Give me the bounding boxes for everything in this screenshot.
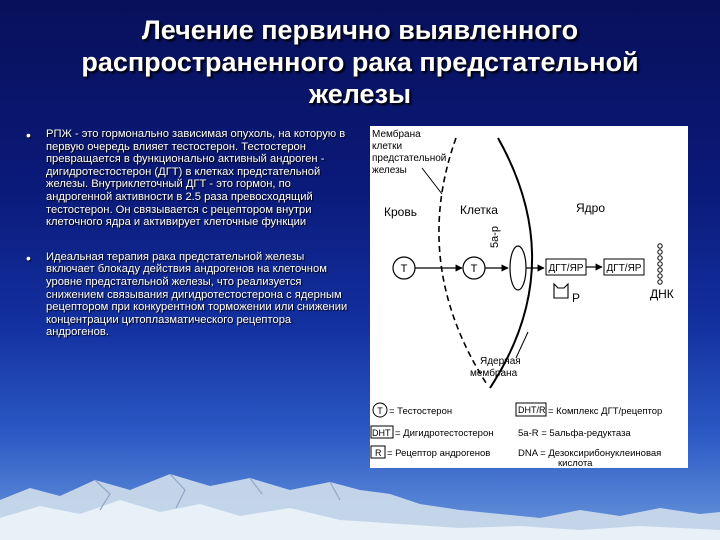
legend-dhtr-symbol: DHT/R	[518, 405, 546, 415]
bullet-list	[26, 128, 348, 361]
enzyme-ellipse	[510, 246, 526, 290]
legend-dna: DNA = Дезоксирибонуклеиновая	[518, 448, 662, 459]
bullet-text: Идеальная терапия рака предстательной железы включает блокаду действия андрогенов на клеточном уровне предстательной железы, что реализуется снижением связывания дигидротестостерона с ядерным рецептором при конкурентном торможении или снижении концентрации цитоплазматического рецептора андрогенов.	[46, 250, 348, 339]
blood-label: Кровь	[384, 205, 417, 219]
dht-r-symbol: ДГТ/ЯР	[606, 263, 642, 274]
cell-label: Клетка	[460, 203, 498, 217]
membrane-label: Мембрана клетки предстательной железы	[372, 129, 447, 176]
dht-r-symbol: ДГТ/ЯР	[548, 263, 584, 274]
legend	[371, 403, 662, 468]
mountain-background	[0, 460, 720, 540]
membrane-pointer-line	[422, 168, 442, 194]
legend-dht: = Дигидротестостерон	[395, 428, 494, 439]
receptor-symbol: Р	[572, 291, 581, 305]
legend-r-symbol: R	[375, 448, 382, 458]
legend-dna-cont: кислота	[558, 458, 593, 468]
bullet-item	[26, 251, 348, 339]
t-symbol: Т	[400, 263, 408, 275]
title-line-1: Лечение первично выявленного	[141, 15, 579, 45]
nucleus-label: Ядро	[576, 201, 606, 215]
title-line-3: железы	[308, 79, 412, 109]
legend-receptor: = Рецептор андрогенов	[387, 448, 491, 459]
legend-5a-reductase: 5a-R = 5альфа-редуктаза	[518, 428, 631, 439]
t-symbol: Т	[470, 263, 478, 275]
legend-t-symbol: Т	[377, 406, 383, 416]
legend-testosterone: = Тестостерон	[389, 406, 453, 417]
dna-helix-icon	[658, 244, 662, 284]
nuclear-membrane-label: Ядерная мембрана	[470, 356, 521, 379]
legend-dhtr: = Комплекс ДГТ/рецептор	[548, 406, 663, 417]
legend-dht-symbol: DHT	[372, 428, 391, 438]
slide-title	[20, 14, 700, 110]
receptor-icon	[554, 284, 568, 298]
bullet-marker: •	[26, 127, 31, 143]
title-line-2: распространенного рака предстательной	[81, 47, 639, 77]
bullet-text: РПЖ - это гормонально зависимая опухоль, на которую в первую очередь влияет тестостерон. Тестостерон превращается в функционально активный андроген - дигидротестостерон (ДГТ) в клетках предстательной железы. Внутриклеточный ДГТ - это гормон, по андрогенной активности в 2.5 раза превосходящий тестостерон. Он связывается с рецептором внутри клеточного ядра и активирует клеточные функции	[46, 128, 346, 229]
dna-label: ДНК	[650, 287, 674, 301]
bullet-marker: •	[26, 249, 31, 266]
testosterone-mechanism-diagram	[370, 126, 688, 468]
bullet-item	[26, 128, 348, 229]
enzyme-label: 5a-р	[489, 225, 501, 248]
